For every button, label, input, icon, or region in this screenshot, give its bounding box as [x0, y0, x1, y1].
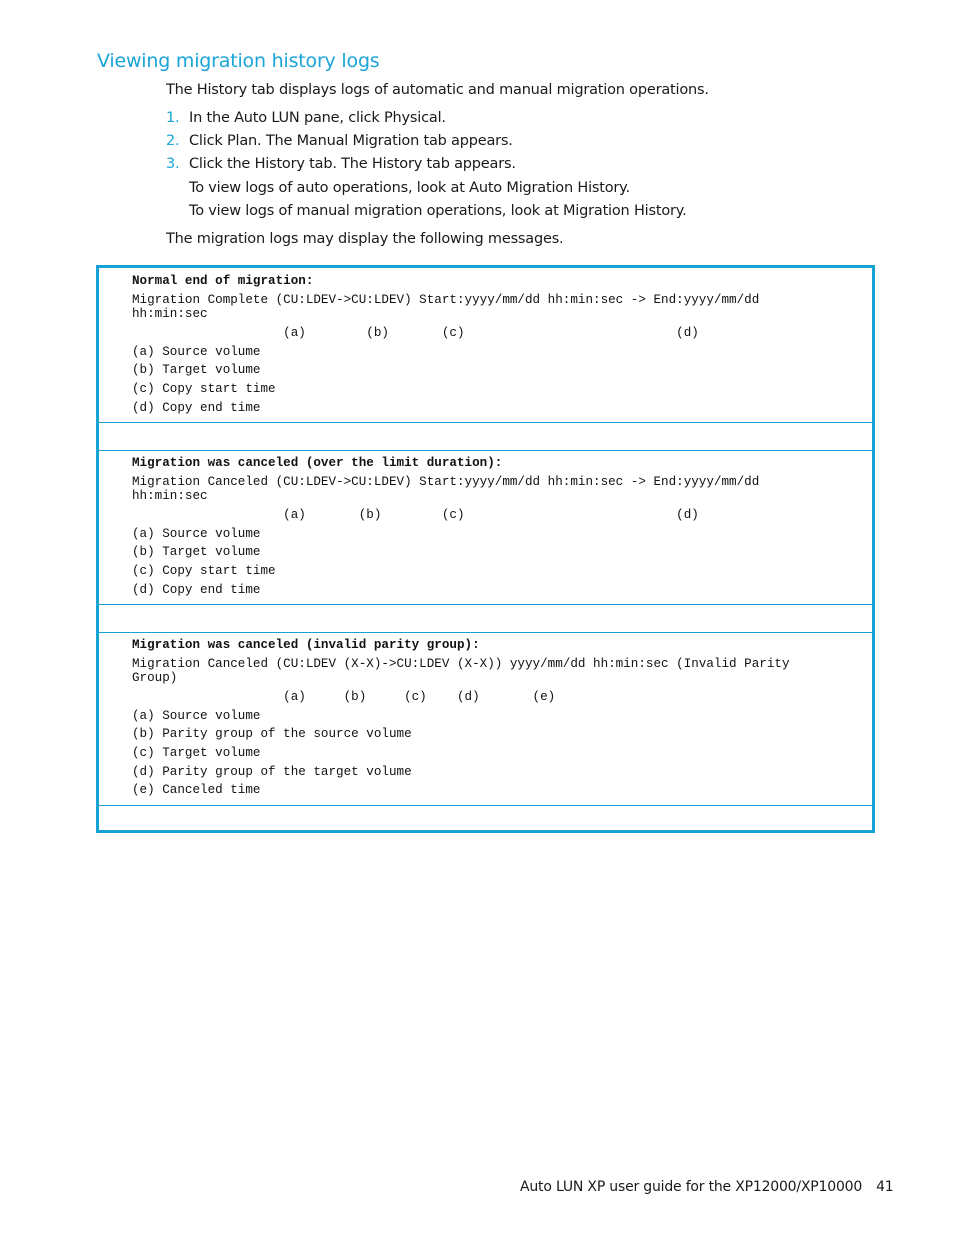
log-line: Group)	[132, 671, 178, 685]
log-line: Migration Complete (CU:LDEV->CU:LDEV) Start:yyyy/mm/dd hh:min:sec -> End:yyyy/mm/dd	[132, 293, 760, 307]
divider	[99, 604, 872, 605]
page-footer	[520, 1179, 894, 1195]
log-line: Migration Canceled (CU:LDEV->CU:LDEV) Start:yyyy/mm/dd hh:min:sec -> End:yyyy/mm/dd	[132, 475, 760, 489]
log-legend-item: (c) Target volume	[132, 746, 261, 760]
log-legend-item: (b) Target volume	[132, 545, 261, 559]
log-legend-item: (a) Source volume	[132, 345, 261, 359]
log-block-title: Normal end of migration:	[132, 274, 314, 288]
log-line: hh:min:sec	[132, 307, 208, 321]
log-legend-item: (c) Copy start time	[132, 382, 276, 396]
log-block-title: Migration was canceled (over the limit duration):	[132, 456, 503, 470]
log-legend-item: (b) Parity group of the source volume	[132, 727, 412, 741]
sub-note-auto: To view logs of auto operations, look at Auto Migration History.	[189, 180, 630, 196]
log-block-title: Migration was canceled (invalid parity group):	[132, 638, 480, 652]
log-line: Migration Canceled (CU:LDEV (X-X)->CU:LDEV (X-X)) yyyy/mm/dd hh:min:sec (Invalid Parity	[132, 657, 790, 671]
log-legend-item: (e) Canceled time	[132, 783, 261, 797]
log-messages-box	[96, 265, 875, 833]
log-legend-item: (d) Copy end time	[132, 401, 261, 415]
sub-note-manual: To view logs of manual migration operations, look at Migration History.	[189, 203, 687, 219]
log-markers: (a) (b) (c) (d) (e)	[132, 690, 556, 704]
log-legend-item: (d) Copy end time	[132, 583, 261, 597]
divider	[99, 450, 872, 451]
page-number: 41	[876, 1179, 894, 1195]
log-legend-item: (a) Source volume	[132, 709, 261, 723]
log-legend-item: (b) Target volume	[132, 363, 261, 377]
step-text: In the Auto LUN pane, click Physical.	[189, 110, 446, 126]
step-number: 3.	[166, 156, 180, 172]
log-legend-item: (a) Source volume	[132, 527, 261, 541]
step-text: Click the History tab. The History tab appears.	[189, 156, 516, 172]
footer-title: Auto LUN XP user guide for the XP12000/XP10000	[520, 1179, 863, 1195]
step-number: 1.	[166, 110, 180, 126]
log-markers: (a) (b) (c) (d)	[132, 508, 699, 522]
log-legend-item: (c) Copy start time	[132, 564, 276, 578]
messages-intro: The migration logs may display the following messages.	[166, 231, 564, 247]
divider	[99, 632, 872, 633]
step-number: 2.	[166, 133, 180, 149]
step-text: Click Plan. The Manual Migration tab appears.	[189, 133, 513, 149]
log-line: hh:min:sec	[132, 489, 208, 503]
section-heading: Viewing migration history logs	[97, 50, 380, 72]
divider	[99, 805, 872, 806]
log-legend-item: (d) Parity group of the target volume	[132, 765, 412, 779]
divider	[99, 422, 872, 423]
intro-paragraph: The History tab displays logs of automatic and manual migration operations.	[166, 82, 709, 98]
log-markers: (a) (b) (c) (d)	[132, 326, 699, 340]
